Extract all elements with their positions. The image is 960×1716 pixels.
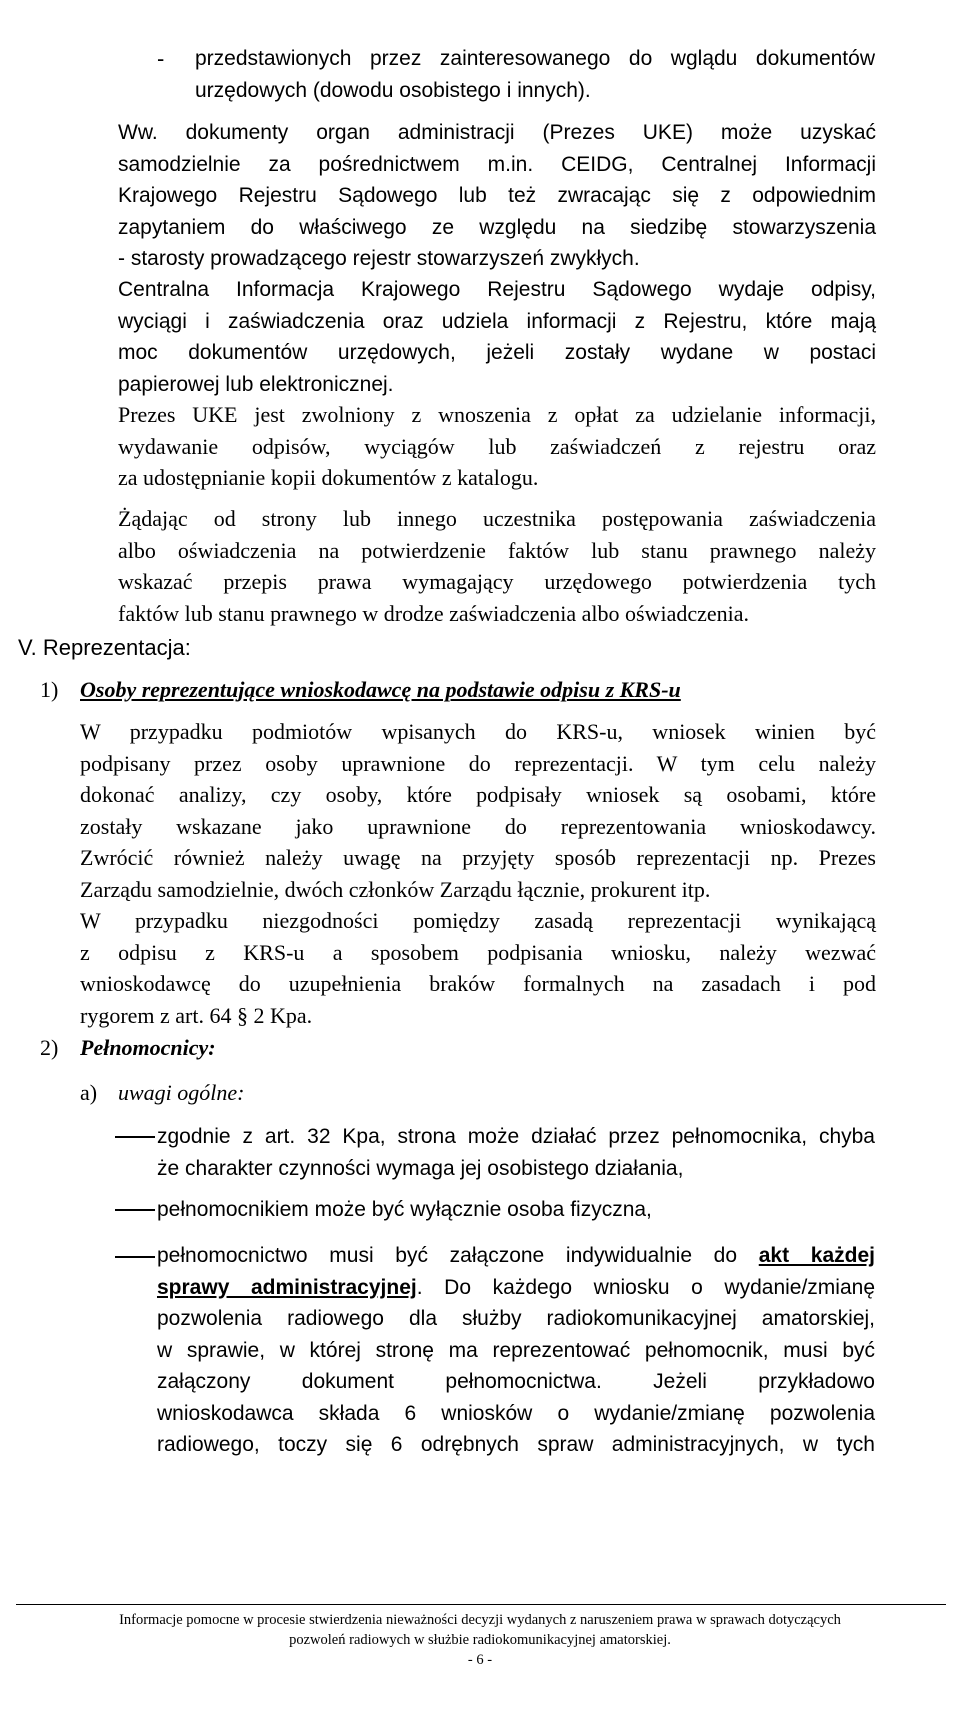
text-line: pełnomocnikiem może być wyłącznie osoba fizyczna, [157, 1198, 652, 1221]
text-line: dokonać analizy, czy osoby, które podpisały wniosek są osobami, które [80, 782, 876, 807]
top-list-item [195, 43, 875, 106]
paragraph-uke-fees [118, 399, 876, 494]
text-line [157, 1240, 875, 1272]
text-line: wskazać przepis prawa wymagający urzędowego potwierdzenia tych [118, 569, 876, 594]
text-line: W przypadku niezgodności pomiędzy zasadą reprezentacji wynikającą [80, 908, 876, 933]
text-line: samodzielnie za pośrednictwem m.in. CEIDG, Centralnej Informacji [118, 152, 876, 176]
text-line: przedstawionych przez zainteresowanego do wglądu dokumentów [195, 47, 875, 70]
bullet-item [157, 1240, 875, 1461]
footer-line: Informacje pomocne w procesie stwierdzenia nieważności decyzji wydanych z naruszeniem prawa w sprawach dotyczących [119, 1612, 841, 1628]
item-number: 1) [40, 677, 59, 702]
text-line: papierowej lub elektronicznej. [118, 372, 394, 396]
bullet-dash-icon [115, 1209, 155, 1211]
footer-divider [16, 1604, 946, 1605]
text-line: faktów lub stanu prawnego w drodze zaświadczenia albo oświadczenia. [118, 600, 750, 626]
text-line [157, 1272, 875, 1304]
text-line: Zarządu samodzielnie, dwóch członków Zarządu łącznie, prokurent itp. [80, 876, 711, 902]
text-line: Prezes UKE jest zwolniony z wnoszenia z opłat za udzielanie informacji, [118, 402, 876, 427]
item-heading: Pełnomocnicy: [80, 1035, 216, 1060]
text-line: zgodnie z art. 32 Kpa, strona może działać przez pełnomocnika, chyba [157, 1125, 875, 1148]
text-line: rygorem z art. 64 § 2 Kpa. [80, 1002, 313, 1028]
subitem-heading: uwagi ogólne: [118, 1080, 245, 1105]
text-line: W przypadku podmiotów wpisanych do KRS-u, wniosek winien być [80, 719, 876, 744]
bullet-item [157, 1194, 875, 1226]
text-line: albo oświadczenia na potwierdzenie faktów lub stanu prawnego należy [118, 537, 876, 563]
text-line: Żądając od strony lub innego uczestnika postępowania zaświadczenia [118, 506, 876, 531]
text-line: Centralna Informacja Krajowego Rejestru Sądowego wydaje odpisy, [118, 278, 876, 301]
text-line: zostały wskazane jako uprawnione do reprezentowania wnioskodawcy. [80, 813, 876, 839]
text-line: radiowego, toczy się 6 odrębnych spraw administracyjnych, w tych [157, 1433, 875, 1456]
list-dash-marker: - [157, 46, 165, 71]
text-line: wydawanie odpisów, wyciągów lub zaświadczeń z rejestru oraz [118, 433, 876, 459]
page-footer [0, 1610, 960, 1670]
text-run: . Do każdego wniosku o wydanie/zmianę [416, 1275, 876, 1299]
footer-line: pozwoleń radiowych w służbie radiokomunikacyjnej amatorskiej. [289, 1632, 671, 1648]
text-line: podpisany przez osoby uprawnione do reprezentacji. W tym celu należy [80, 750, 876, 776]
text-line: urzędowych (dowodu osobistego i innych). [195, 78, 591, 102]
paragraph-certificates [118, 503, 876, 629]
text-line: wnioskodawcę do uzupełnienia braków formalnych na zasadach i pod [80, 971, 876, 996]
bullet-item [157, 1121, 875, 1184]
text-line: Zwrócić również należy uwagę na przyjęty sposób reprezentacji np. Prezes [80, 845, 876, 870]
item-heading: Osoby reprezentujące wnioskodawcę na podstawie odpisu z KRS-u [80, 677, 681, 702]
text-line: w sprawie, w której stronę ma reprezentować pełnomocnik, musi być [157, 1338, 875, 1362]
bullet-dash-icon [115, 1136, 155, 1138]
emphasis-text: sprawy administracyjnej [157, 1275, 417, 1299]
text-run: pełnomocnictwo musi być załączone indywidualnie do [157, 1244, 738, 1267]
paragraph-krs-representation [80, 716, 876, 905]
text-line: Ww. dokumenty organ administracji (Prezes UKE) może uzyskać [118, 121, 876, 144]
text-line: że charakter czynności wymaga jej osobistego działania, [157, 1156, 684, 1180]
text-line: pozwolenia radiowego dla służby radiokomunikacyjnej amatorskiej, [157, 1307, 875, 1330]
text-line: z odpisu z KRS-u a sposobem podpisania wniosku, należy wezwać [80, 939, 876, 965]
text-line: wnioskodawca składa 6 wniosków o wydanie/zmianę pozwolenia [157, 1401, 875, 1425]
paragraph-representation-mismatch [80, 905, 876, 1031]
subitem-letter: a) [80, 1080, 98, 1105]
page-number: - 6 - [467, 1652, 493, 1668]
text-line: Krajowego Rejestru Sądowego lub też zwracając się z odpowiednim [118, 184, 876, 207]
text-line: moc dokumentów urzędowych, jeżeli zostały wydane w postaci [118, 341, 876, 364]
text-line: - starosty prowadzącego rejestr stowarzyszeń zwykłych. [118, 247, 640, 270]
emphasis-text: akt każdej [758, 1244, 875, 1267]
text-line: za udostępnianie kopii dokumentów z katalogu. [118, 465, 539, 490]
paragraph-krs-central-info [118, 274, 876, 400]
text-line: załączony dokument pełnomocnictwa. Jeżeli przykładowo [157, 1370, 875, 1393]
item-number: 2) [40, 1035, 59, 1060]
text-line: zapytaniem do właściwego ze względu na siedzibę stowarzyszenia [118, 215, 876, 239]
bullet-dash-icon [115, 1256, 155, 1258]
text-line: wyciągi i zaświadczenia oraz udziela informacji z Rejestru, które mają [118, 309, 876, 333]
paragraph-documents-source [118, 117, 876, 275]
section-heading: V. Reprezentacja: [18, 635, 191, 660]
